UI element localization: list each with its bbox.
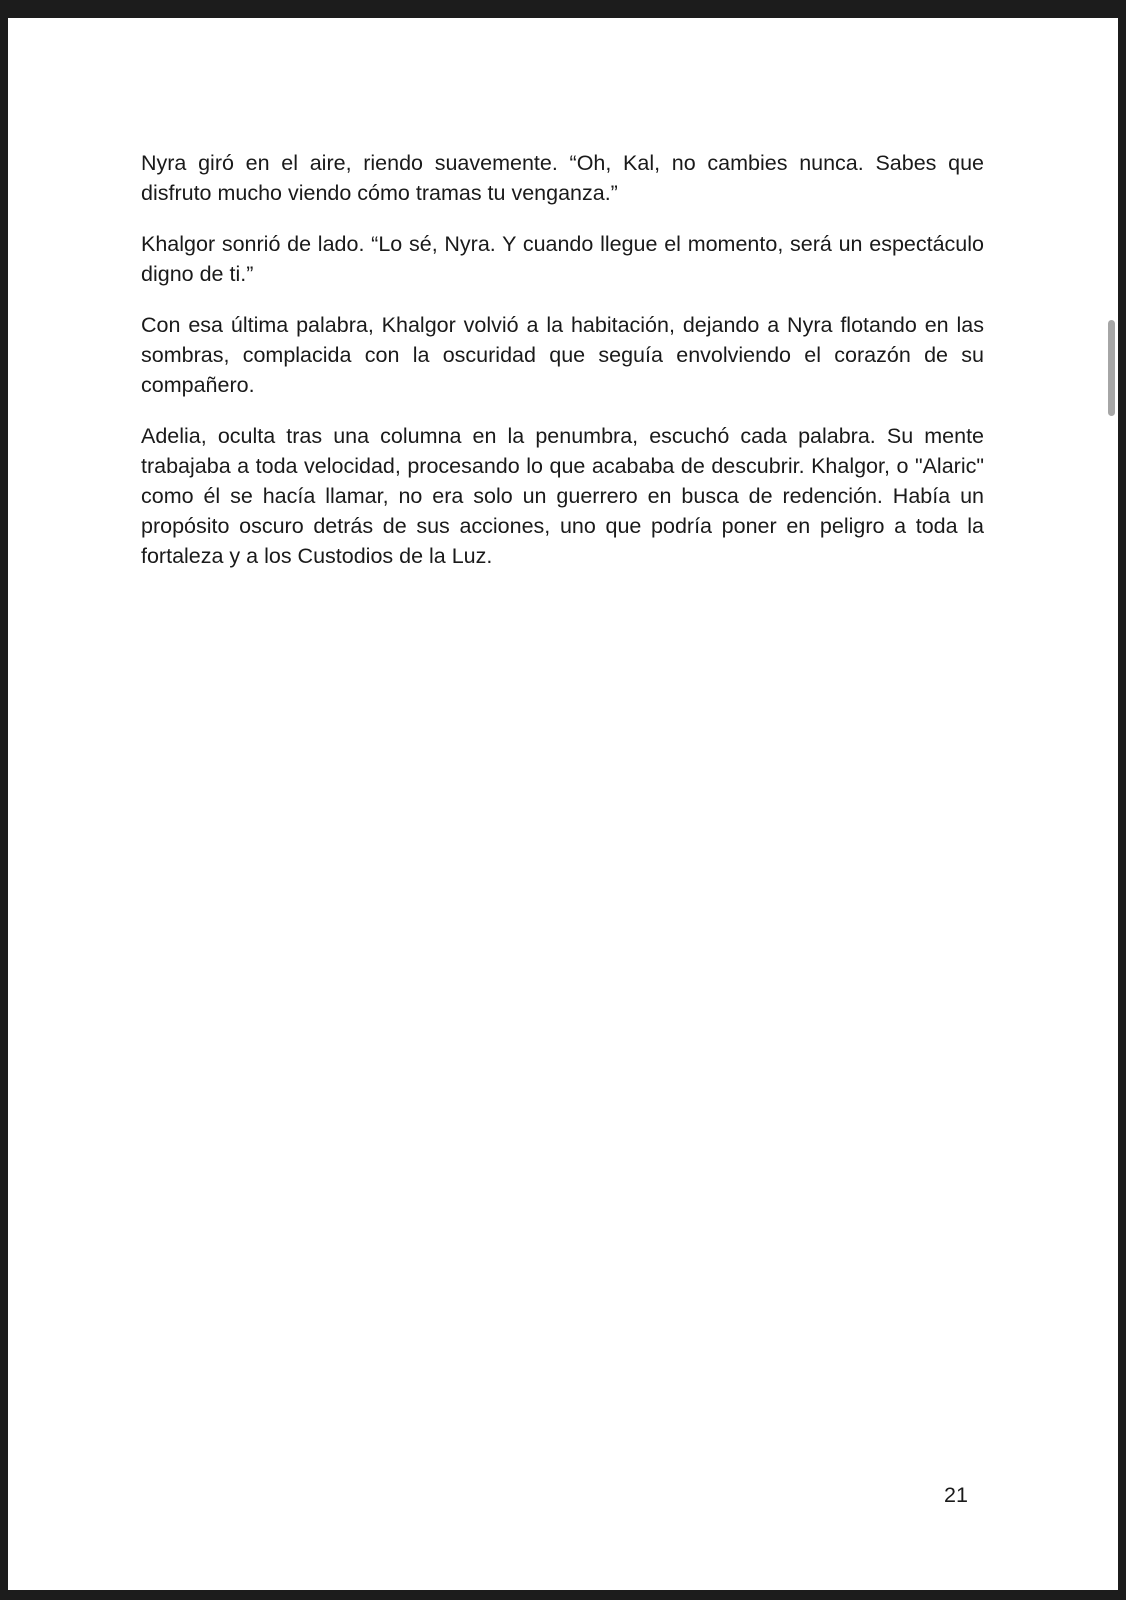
paragraph: Nyra giró en el aire, riendo suavemente. “Oh, Kal, no cambies nunca. Sabes que disfruto mucho viendo cómo tramas tu venganza.” bbox=[141, 151, 984, 205]
paragraph: Khalgor sonrió de lado. “Lo sé, Nyra. Y cuando llegue el momento, será un espectáculo digno de ti.” bbox=[141, 232, 984, 286]
document-page bbox=[8, 18, 1118, 1590]
page-body bbox=[141, 148, 984, 592]
paragraph: Con esa última palabra, Khalgor volvió a la habitación, dejando a Nyra flotando en las sombras, complacida con la oscuridad que seguía envolviendo el corazón de su compañero. bbox=[141, 313, 984, 397]
page-number: 21 bbox=[944, 1483, 968, 1507]
scrollbar-thumb[interactable] bbox=[1108, 320, 1115, 416]
paragraph: Adelia, oculta tras una columna en la penumbra, escuchó cada palabra. Su mente trabajaba a toda velocidad, procesando lo que acababa de descubrir. Khalgor, o "Alaric" como él se hacía llamar, no era solo un guerrero en busca de redención. Había un propósito oscuro detrás de sus acciones, uno que podría poner en peligro a toda la fortaleza y a los Custodios de la Luz. bbox=[141, 424, 984, 568]
